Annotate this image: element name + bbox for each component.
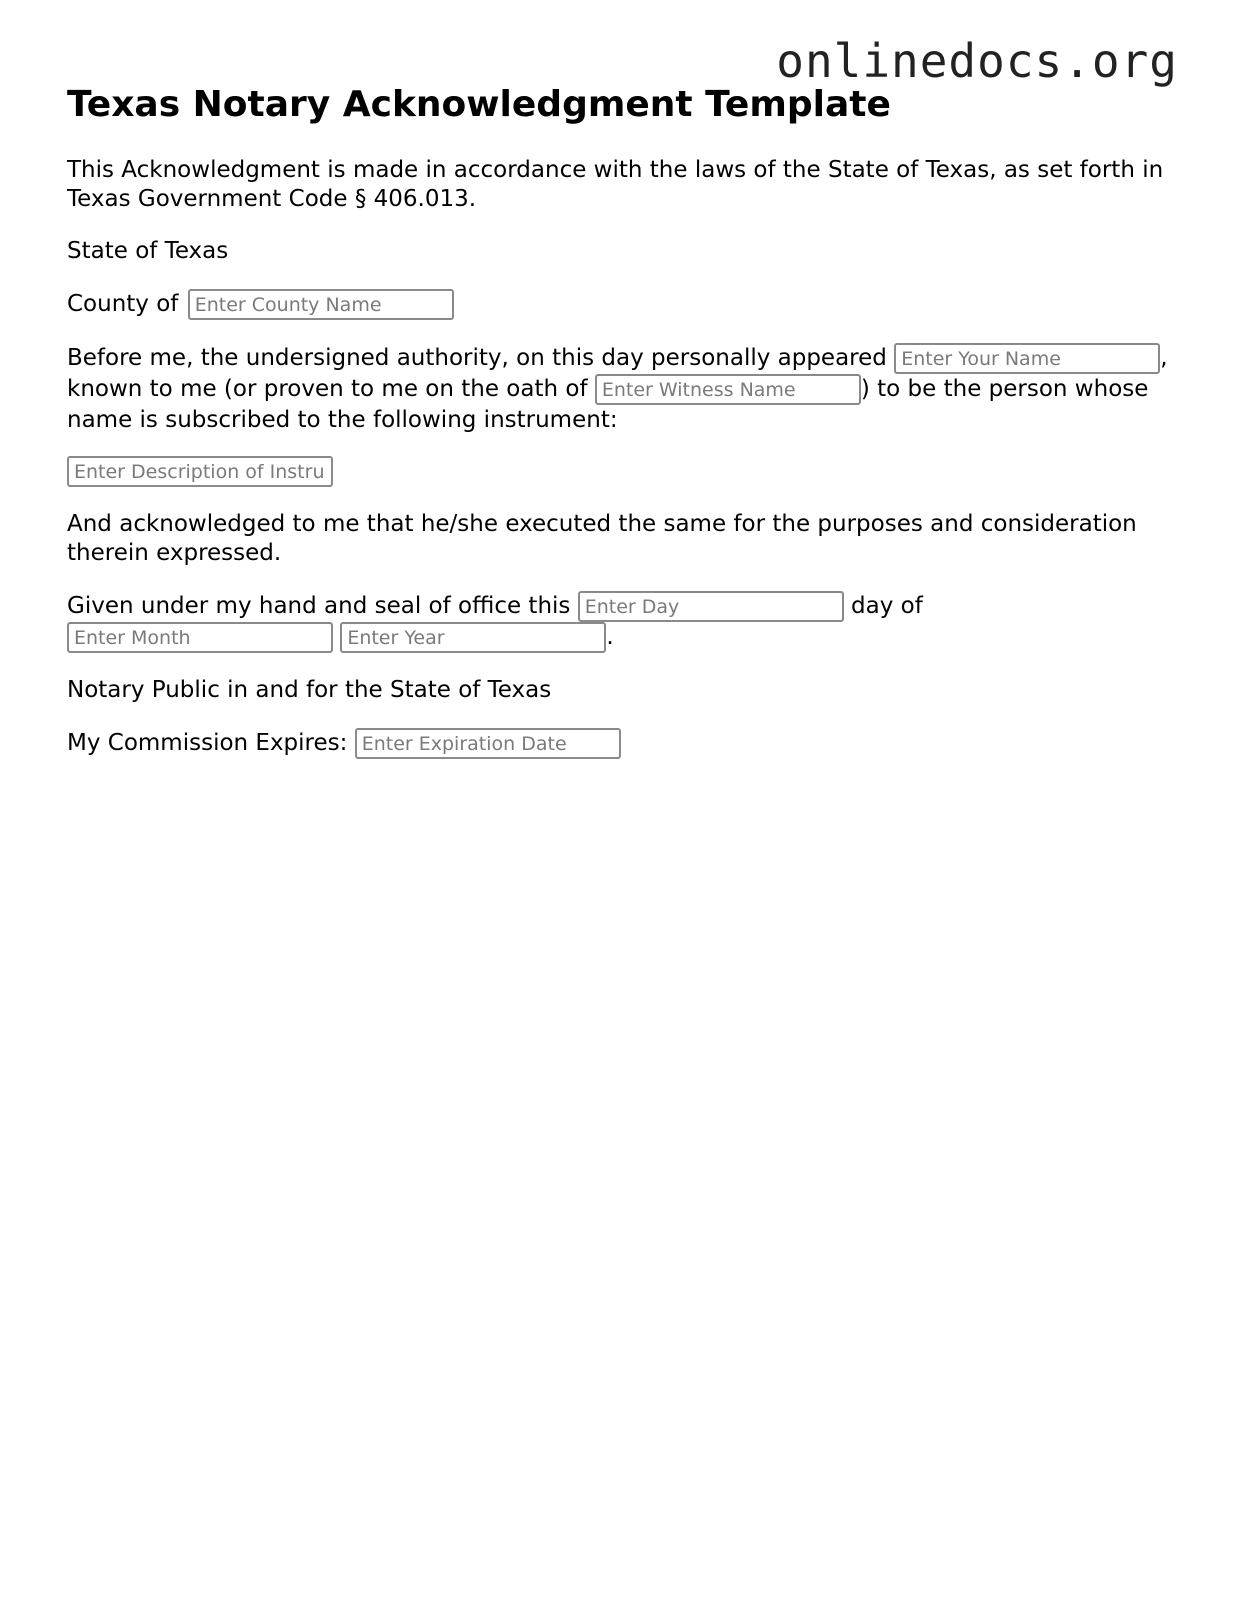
- month-input[interactable]: [67, 622, 333, 653]
- county-line: [67, 289, 1177, 320]
- intro-paragraph: This Acknowledgment is made in accordance with the laws of the State of Texas, as set forth in Texas Government Code § 406.013.: [67, 157, 1164, 212]
- appearance-text-2: , known to me (or proven to me on the oath of: [67, 345, 1168, 402]
- expiration-date-input[interactable]: [355, 728, 621, 759]
- state-line: State of Texas: [67, 238, 229, 264]
- instrument-description-input[interactable]: [67, 456, 333, 487]
- watermark: onlinedocs.org: [776, 34, 1178, 88]
- appearance-paragraph: [67, 343, 1177, 435]
- year-input[interactable]: [340, 622, 606, 653]
- notary-line: Notary Public in and for the State of Texas: [67, 677, 552, 703]
- document-body: [67, 84, 1177, 782]
- appearance-text-3: ) to be the person whose name is subscribed to the following instrument:: [67, 376, 1149, 433]
- given-text-3: .: [606, 624, 614, 650]
- commission-line: [67, 728, 1177, 759]
- given-paragraph: [67, 591, 1177, 653]
- acknowledged-paragraph: And acknowledged to me that he/she executed the same for the purposes and consideration therein expressed.: [67, 511, 1137, 566]
- witness-name-input[interactable]: [595, 374, 861, 405]
- name-input[interactable]: [894, 343, 1160, 374]
- instrument-line: [67, 456, 1177, 487]
- page-title: Texas Notary Acknowledgment Template: [67, 84, 891, 125]
- county-input[interactable]: [188, 289, 454, 320]
- given-text-2: day of: [843, 593, 923, 619]
- given-text-1: Given under my hand and seal of office this: [67, 593, 578, 619]
- county-label: County of: [67, 291, 186, 317]
- commission-label: My Commission Expires:: [67, 730, 355, 756]
- day-input[interactable]: [578, 591, 844, 622]
- appearance-text-1: Before me, the undersigned authority, on this day personally appeared: [67, 345, 895, 371]
